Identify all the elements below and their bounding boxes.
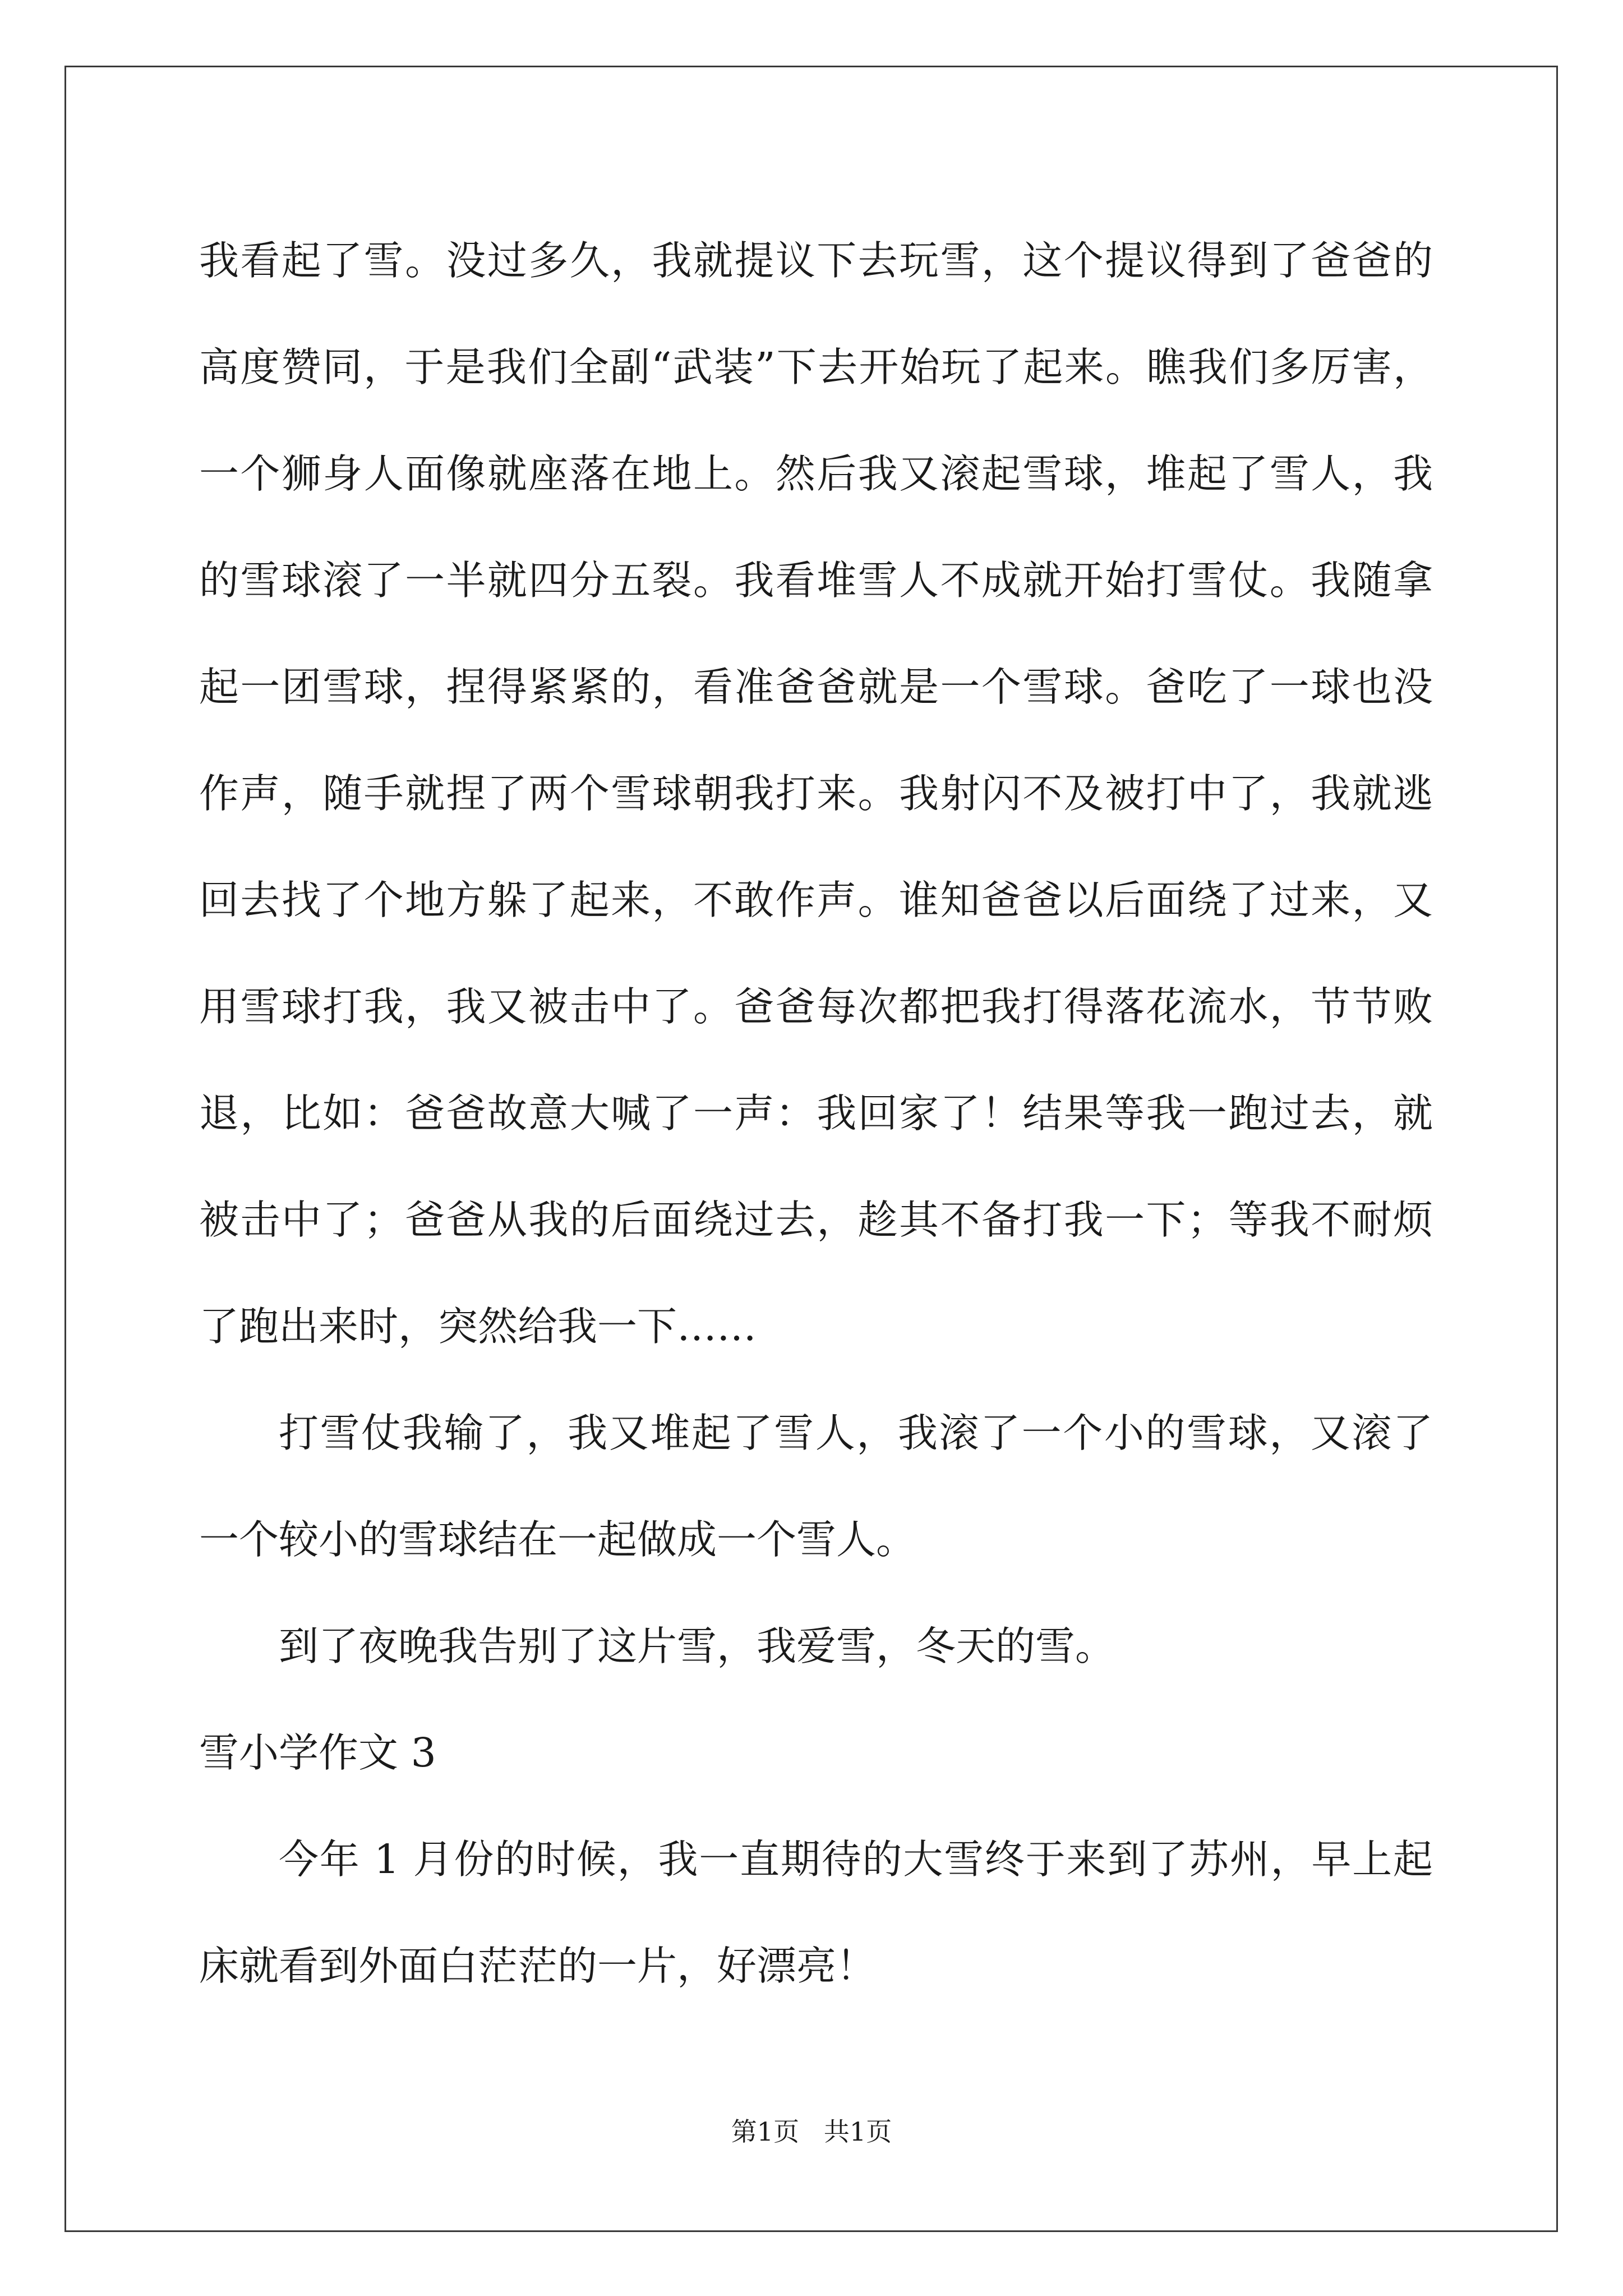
text-line: 用雪球打我，我又被击中了。爸爸每次都把我打得落花流水，节节败 [199, 983, 1433, 1030]
page-footer: 第1页 共1页 [731, 2116, 892, 2147]
text-line: 床就看到外面白茫茫的一片，好漂亮！ [199, 1943, 877, 1989]
text-line: 作声，随手就捏了两个雪球朝我打来。我射闪不及被打中了，我就逃 [199, 770, 1433, 817]
text-line: 一个较小的雪球结在一起做成一个雪人。 [199, 1516, 916, 1563]
text-line: 起一团雪球，捏得紧紧的，看准爸爸就是一个雪球。爸吃了一球也没 [199, 664, 1433, 710]
text-line: 我看起了雪。没过多久，我就提议下去玩雪，这个提议得到了爸爸的 [199, 237, 1433, 284]
paragraph-first-line: 今年 1 月份的时候，我一直期待的大雪终于来到了苏州，早上起 [279, 1836, 1433, 1883]
text-line: 的雪球滚了一半就四分五裂。我看堆雪人不成就开始打雪仗。我随拿 [199, 557, 1433, 604]
text-line: 回去找了个地方躲了起来，不敢作声。谁知爸爸以后面绕了过来，又 [199, 877, 1433, 923]
text-line: 被击中了；爸爸从我的后面绕过去，趁其不备打我一下；等我不耐烦 [199, 1197, 1433, 1243]
paragraph-first-line: 到了夜晚我告别了这片雪，我爱雪，冬天的雪。 [279, 1623, 1115, 1669]
paragraph-first-line: 打雪仗我输了，我又堆起了雪人，我滚了一个小的雪球，又滚了 [279, 1410, 1433, 1456]
text-line: 了跑出来时，突然给我一下…… [199, 1303, 757, 1350]
section-heading: 雪小学作文 3 [199, 1729, 436, 1776]
document-body [199, 208, 1433, 2019]
text-line: 一个狮身人面像就座落在地上。然后我又滚起雪球，堆起了雪人，我 [199, 450, 1433, 497]
text-line: 高度赞同，于是我们全副“武装”下去开始玩了起来。瞧我们多厉害， [199, 344, 1433, 390]
text-line: 退，比如：爸爸故意大喊了一声：我回家了！结果等我一跑过去，就 [199, 1090, 1433, 1137]
